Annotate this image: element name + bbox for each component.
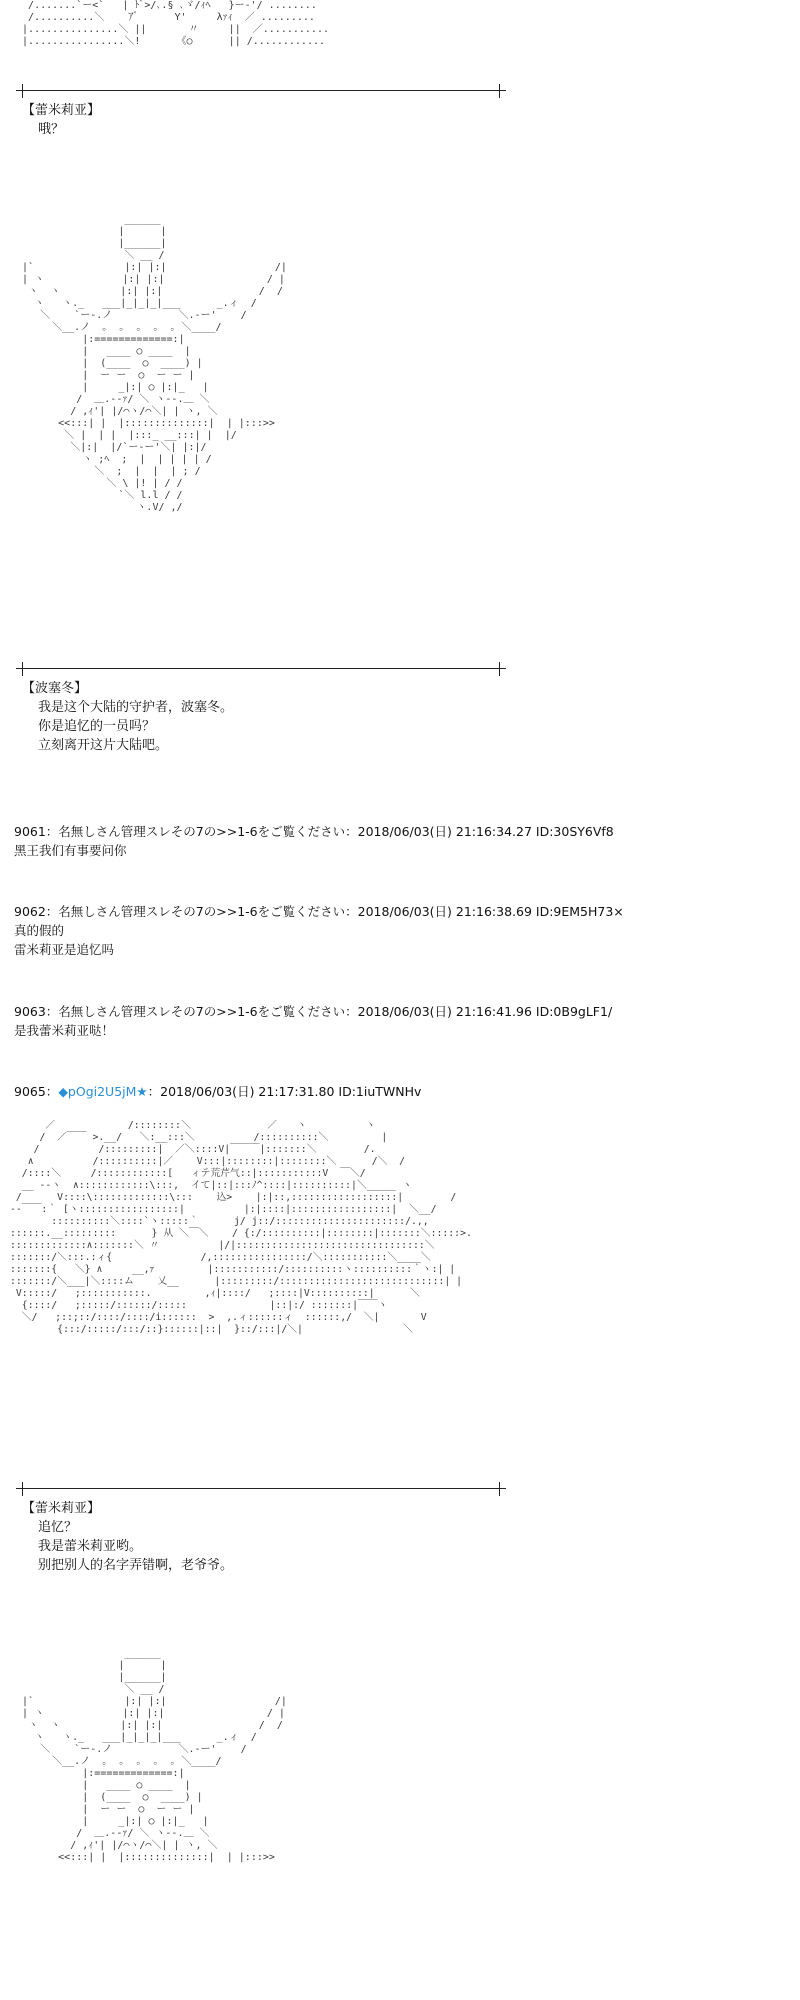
- post-header: 9061：名無しさん管理スレその7の>>1-6をご覧ください：2018/06/03(日) 21:16:34.27 ID:30SY6Vf8: [14, 824, 614, 839]
- aa-fragment-top: /.......`ー<` | ﾄﾞ>/､.§ ､ゞ/ｨﾍ }ー-'/ ........ /..........＼ ｱﾞ Y' λｧｨ ／ ......... |...............＼ || 〃 || ／........... |................＼! 《○ || /............: [22, 0, 329, 47]
- post-header: 9063：名無しさん管理スレその7の>>1-6をご覧ください：2018/06/03(日) 21:16:41.96 ID:0B9gLF1/: [14, 1004, 613, 1019]
- speaker-name: 【波塞冬】: [22, 681, 88, 696]
- post-body: 黑王我们有事要问你: [14, 843, 127, 858]
- post-body: 雷米莉亚是追忆吗: [14, 942, 115, 957]
- post-body: 真的假的: [14, 923, 65, 938]
- speech-block: [22, 1499, 233, 1575]
- post-9065: [14, 1082, 421, 1101]
- speech-line: 追忆？: [38, 1520, 78, 1535]
- speech-line: 哦？: [38, 122, 65, 137]
- speech-block: [22, 101, 100, 139]
- post-header: 9062：名無しさん管理スレその7の>>1-6をご覧ください：2018/06/03(日) 21:16:38.69 ID:9EM5H73×: [14, 904, 624, 919]
- star-icon: ★: [136, 1084, 148, 1099]
- speech-line: 我是蕾米莉亚哟。: [38, 1539, 143, 1554]
- speech-line: 你是追忆的一员吗？: [38, 719, 156, 734]
- post-header: [14, 1082, 421, 1101]
- speech-block: [22, 679, 233, 755]
- post-body: 是我蕾米莉亚哒！: [14, 1023, 115, 1038]
- divider: [16, 662, 506, 676]
- aa-poseidon-partial: ______ | | |______| ＼ __ / |` |:| |:| /| | ヽ |:| |:| / | ヽ ヽ |:| |:| / / ヽ ヽ._ ___|_|_|_|___ _.ィ / ＼ `ー-.ノ ＼.-ー' / ＼__.ノ ｡ ｡ ｡ ｡ ｡ ＼____/ |:=============:| | ____ ○ ____ | | (____ ○ ____) | | ー ー ○ ー ー | | _|:| ○ |:|_ | / ＿.-‐ｧ/ ＼ ヽ-‐.＿ ＼ / ,ｨ'| |/⌒ヽ/⌒＼| | ヽ, ＼ <<:::| | |::::::::::::::| | |:::>>: [22, 1648, 287, 1863]
- speech-line: 立刻离开这片大陆吧。: [38, 738, 169, 753]
- speech-line: 我是这个大陆的守护者，波塞冬。: [38, 700, 234, 715]
- post-9063: [14, 1002, 612, 1040]
- post-number: 9065：: [14, 1084, 59, 1099]
- aa-remilia-scene: ／￣￣ /::::::::＼ ／￣￣ヽ ヽ / ／￣￣ >.__/ ＼:__:::＼ /::::::::::＼ | / /:::::::::| ／＼::::V|￣￣￣|:::::::＼ /. ∧ /::::::::::|／ V:::|::::::::|::::::::＼ /＼ / /::::＼ /::::::::::::[ ィテ荒芹气::|:::::::::::V ￣＼/ __ -‐ヽ ∧::::::::::::\:::, イて|::|:::ﾉ^::::|::::::::::|＼_____ ヽ / V::::\:::::::::::::\::: 込> |:|::,::::::::::::::::::| / -‐￣￣:｀ [ヽ:::::::::::::::::| |:|::::|:::::::::::::::::| ＼__/ ::::::::::＼::::`ヽ:::::｀ j/ j::/::::::::::::::::::::::/.,, ::::::.__::::::::: } 从 ＼￣＼ / {:/::::::::::|::::::::|:::::::＼:::::>. :::::::::::::∧:::::::＼ 〃 |/|::::::::::::::::::::::::::::::::＼ :::::::/＼:::.:ィ{ /,::::::::::::::::/＼:::::::::::＼____＼ :::::::{ ＼} ∧ __,ｧ |:::::::::::/::::::::::ヽ::::::::::｀ヽ:| | :::::::/＼___|＼::::ム 乂__ |:::::::::/::::::::::::::::::::::::::::| | V:::::/ ;:::::::::::. ,ｨ|::::/ ;::::|V::::::::::| ＼ {::::/ ;:::::/::::::/::::: |::|:/ :::::::|￣￣ヽ ＼/ ;::;::/::::/::::/i:::::: > ,.ィ::::::ィ ::::::,/ ＼| V {:::/:::::/:::/::}::::::|::| }::/:::|/＼| ＼: [10, 1120, 472, 1335]
- post-meta: ：2018/06/03(日) 21:17:31.80 ID:1iuTWNHv: [147, 1084, 422, 1099]
- post-9062: [14, 902, 624, 959]
- divider: [16, 1482, 506, 1496]
- aa-poseidon: ______ | | |______| ＼ __ / |` |:| |:| /| | ヽ |:| |:| / | ヽ ヽ |:| |:| / / ヽ ヽ._ ___|_|_|_|___ _.ィ / ＼ `ー-.ノ ＼.-ー' / ＼__.ノ ｡ ｡ ｡ ｡ ｡ ＼____/ |:=============:| | ____ ○ ____ | | (____ ○ ____) | | ー ー ○ ー ー | | _|:| ○ |:|_ | / ＿.-‐ｧ/ ＼ ヽ-‐.＿ ＼ / ,ｨ'| |/⌒ヽ/⌒＼| | ヽ, ＼ <<:::| | |::::::::::::::| | |:::>> ＼ | | | |:::_ __:::| | |/ ＼|:| |/`ー-ー'＼| |:|/ ヽ ;ﾍ ; | | | | | / ＼ ; | | | ; / ＼ \ |! | / / `＼ l.l / / ヽ.V/ ,/: [22, 214, 287, 513]
- divider: [16, 84, 506, 98]
- speech-line: 别把别人的名字弄错啊，老爷爷。: [38, 1558, 234, 1573]
- speaker-name: 【蕾米莉亚】: [22, 103, 101, 118]
- post-trip[interactable]: ◆pOgi2U5jM: [58, 1084, 137, 1099]
- post-9061: [14, 822, 614, 860]
- speaker-name: 【蕾米莉亚】: [22, 1501, 101, 1516]
